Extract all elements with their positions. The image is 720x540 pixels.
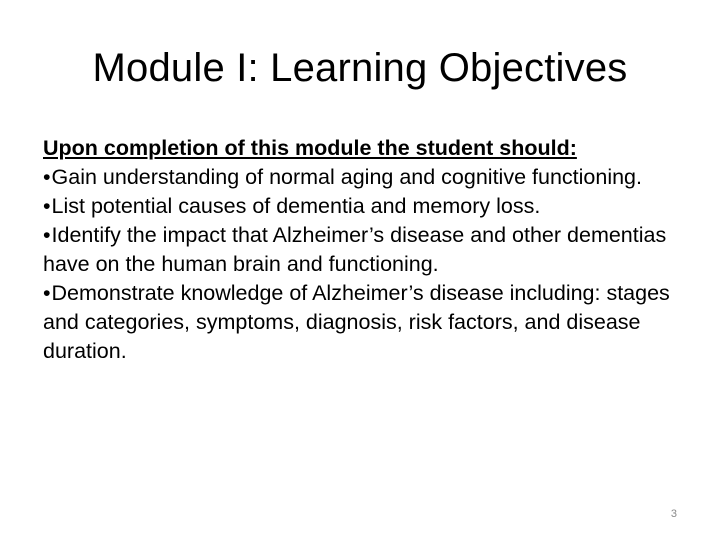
objective-text: Gain understanding of normal aging and cognitive functioning. (51, 165, 642, 189)
slide-title: Module I: Learning Objectives (92, 46, 628, 90)
bullet-icon: • (43, 165, 51, 189)
objective-item (43, 163, 683, 192)
objective-text: Demonstrate knowledge of Alzheimer’s disease including: stages and categories, symptoms, diagnosis, risk factors, and disease duration. (43, 281, 670, 363)
objective-text: Identify the impact that Alzheimer’s disease and other dementias have on the human brain and functioning. (43, 223, 667, 276)
bullet-icon: • (43, 223, 51, 247)
objective-item (43, 192, 683, 221)
objectives-intro: Upon completion of this module the student should: (43, 136, 577, 160)
objectives-block (43, 134, 683, 366)
page-number: 3 (670, 508, 677, 520)
objective-item (43, 221, 683, 279)
bullet-icon: • (43, 281, 51, 305)
objective-text: List potential causes of dementia and memory loss. (51, 194, 541, 218)
objective-item (43, 279, 683, 366)
objectives-list (43, 163, 683, 366)
bullet-icon: • (43, 194, 51, 218)
